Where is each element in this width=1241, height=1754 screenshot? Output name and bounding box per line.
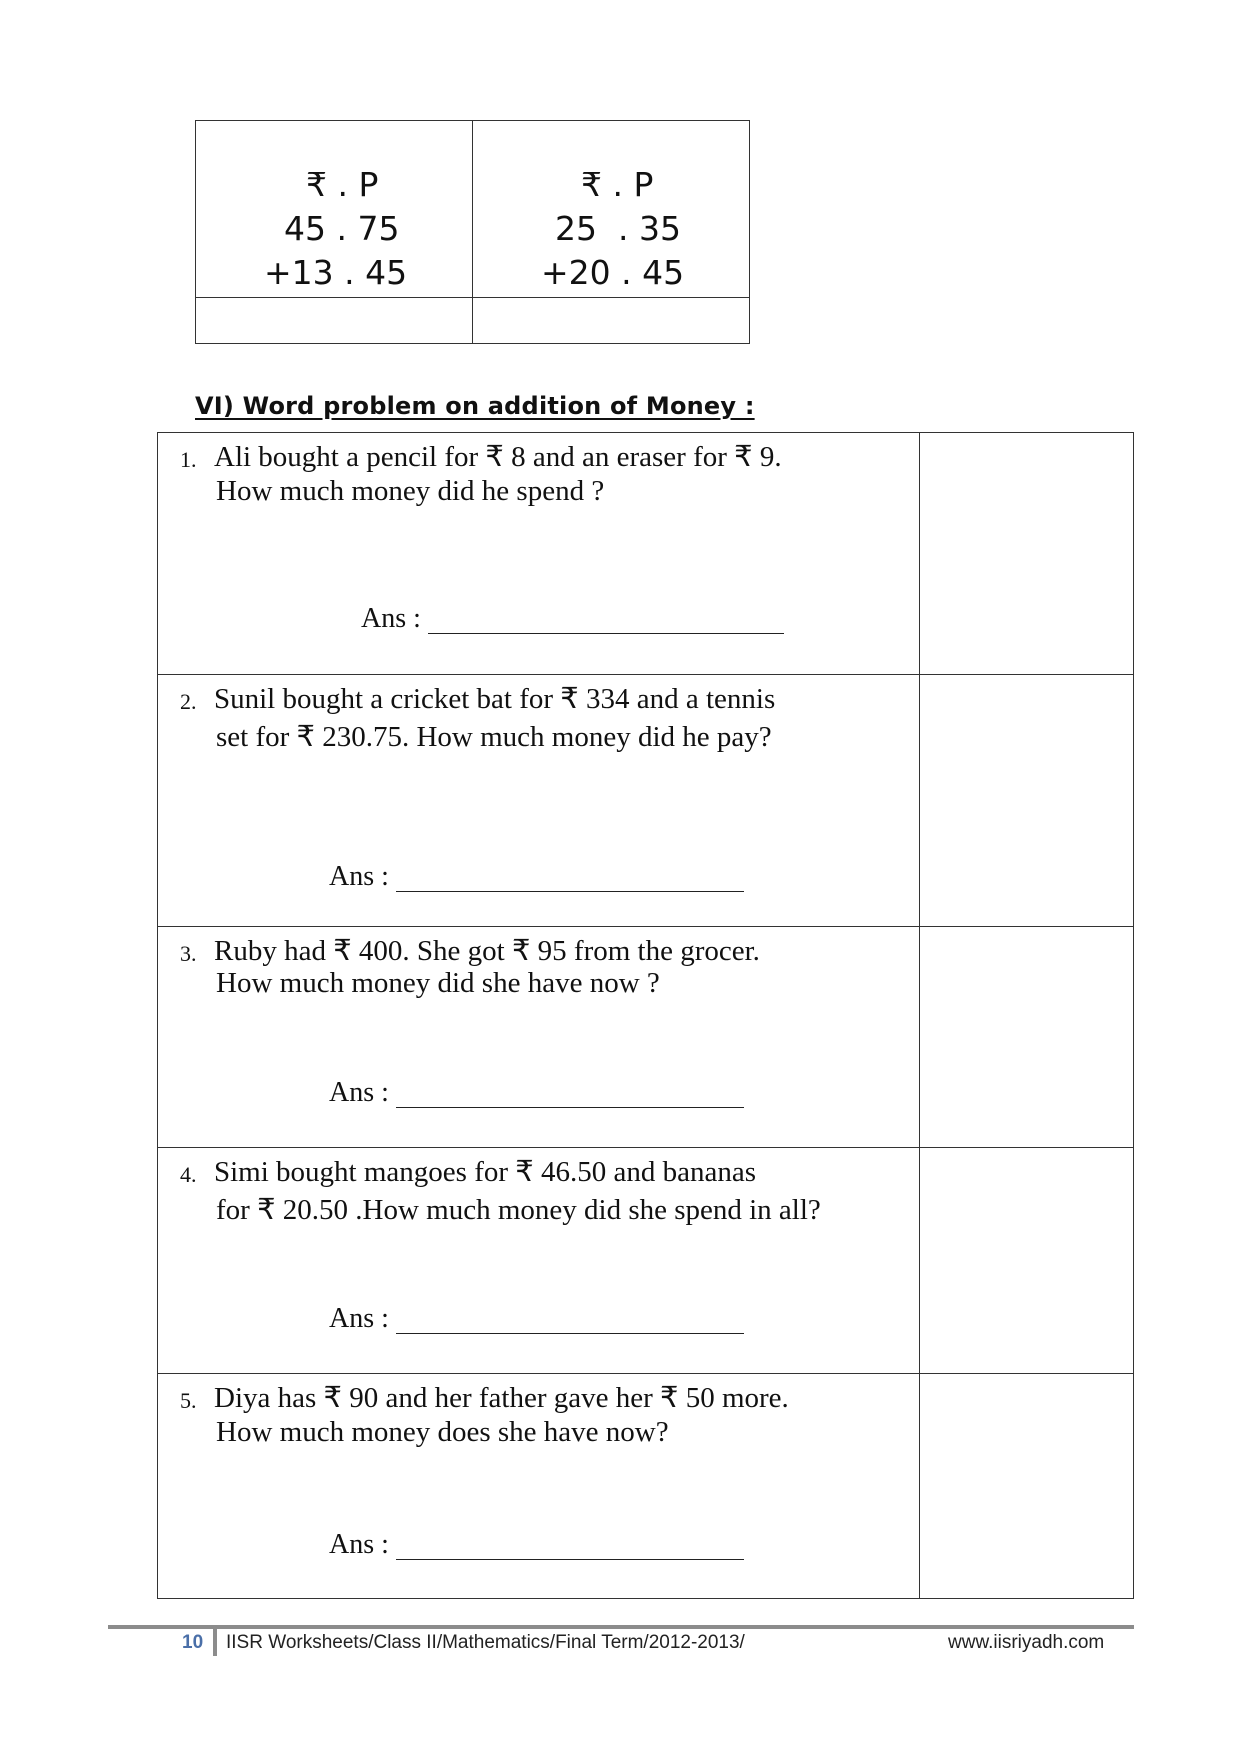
section-heading: VI) Word problem on addition of Money : <box>195 392 755 420</box>
working-box[interactable] <box>920 1148 1134 1374</box>
sum-cell-2 <box>473 121 750 298</box>
footer-url[interactable]: www.iisriyadh.com <box>948 1632 1105 1653</box>
problem-number: 1. <box>180 447 197 472</box>
working-box[interactable] <box>920 675 1134 927</box>
problem-row <box>158 675 1134 927</box>
problem-cell <box>158 675 920 927</box>
problem-cell <box>158 1374 920 1599</box>
problem-line-2: How much money did she have now ? <box>216 967 660 999</box>
problem-row <box>158 1148 1134 1374</box>
sum-2-answer-box[interactable] <box>473 298 750 344</box>
answer-line[interactable] <box>396 1559 744 1560</box>
problem-line-1: Diya has ₹ 90 and her father gave her ₹ 50 more. <box>214 1382 789 1414</box>
problem-cell <box>158 927 920 1148</box>
answer-label: Ans : <box>361 603 421 634</box>
problem-row <box>158 1374 1134 1599</box>
sum-2-line2: +20 . 45 <box>541 253 685 292</box>
page-number: 10 <box>182 1632 204 1653</box>
answer-label: Ans : <box>329 1303 389 1334</box>
sum-1-line1: 45 . 75 <box>284 209 400 248</box>
footer-path: IISR Worksheets/Class II/Mathematics/Final Term/2012-2013/ <box>226 1632 745 1653</box>
sum-2-line1: 25 . 35 <box>555 209 681 248</box>
problem-line-1: Ruby had ₹ 400. She got ₹ 95 from the grocer. <box>214 935 760 967</box>
sum-2-header: ₹ . P <box>581 165 654 204</box>
answer-line[interactable] <box>396 1333 744 1334</box>
problem-number: 4. <box>180 1162 197 1187</box>
sum-1-answer-box[interactable] <box>196 298 473 344</box>
problem-cell <box>158 1148 920 1374</box>
answer-label: Ans : <box>329 1529 389 1560</box>
working-box[interactable] <box>920 927 1134 1148</box>
problem-line-1: Sunil bought a cricket bat for ₹ 334 and a tennis <box>214 683 776 715</box>
answer-label: Ans : <box>329 1077 389 1108</box>
answer-line[interactable] <box>396 1107 744 1108</box>
problem-row <box>158 433 1134 675</box>
problem-line-1: Ali bought a pencil for ₹ 8 and an eraser for ₹ 9. <box>214 441 782 473</box>
answer-line[interactable] <box>428 633 784 634</box>
working-box[interactable] <box>920 1374 1134 1599</box>
word-problems-table <box>157 432 1134 1599</box>
footer-separator <box>213 1628 217 1656</box>
problem-line-1: Simi bought mangoes for ₹ 46.50 and bananas <box>214 1156 756 1188</box>
problem-row <box>158 927 1134 1148</box>
problem-line-2: How much money did he spend ? <box>216 475 605 507</box>
sum-1-header: ₹ . P <box>306 165 379 204</box>
problem-cell <box>158 433 920 675</box>
answer-line[interactable] <box>396 891 744 892</box>
working-box[interactable] <box>920 433 1134 675</box>
problem-number: 2. <box>180 689 197 714</box>
problem-number: 3. <box>180 941 197 966</box>
sum-cell-1 <box>196 121 473 298</box>
footer-divider <box>108 1625 1134 1629</box>
sum-1-line2: +13 . 45 <box>264 253 408 292</box>
problem-number: 5. <box>180 1388 197 1413</box>
problem-line-2: set for ₹ 230.75. How much money did he pay? <box>216 721 772 753</box>
answer-label: Ans : <box>329 861 389 892</box>
problem-line-2: How much money does she have now? <box>216 1416 669 1448</box>
money-sums-table <box>195 120 750 344</box>
problem-line-2: for ₹ 20.50 .How much money did she spend in all? <box>216 1194 821 1226</box>
